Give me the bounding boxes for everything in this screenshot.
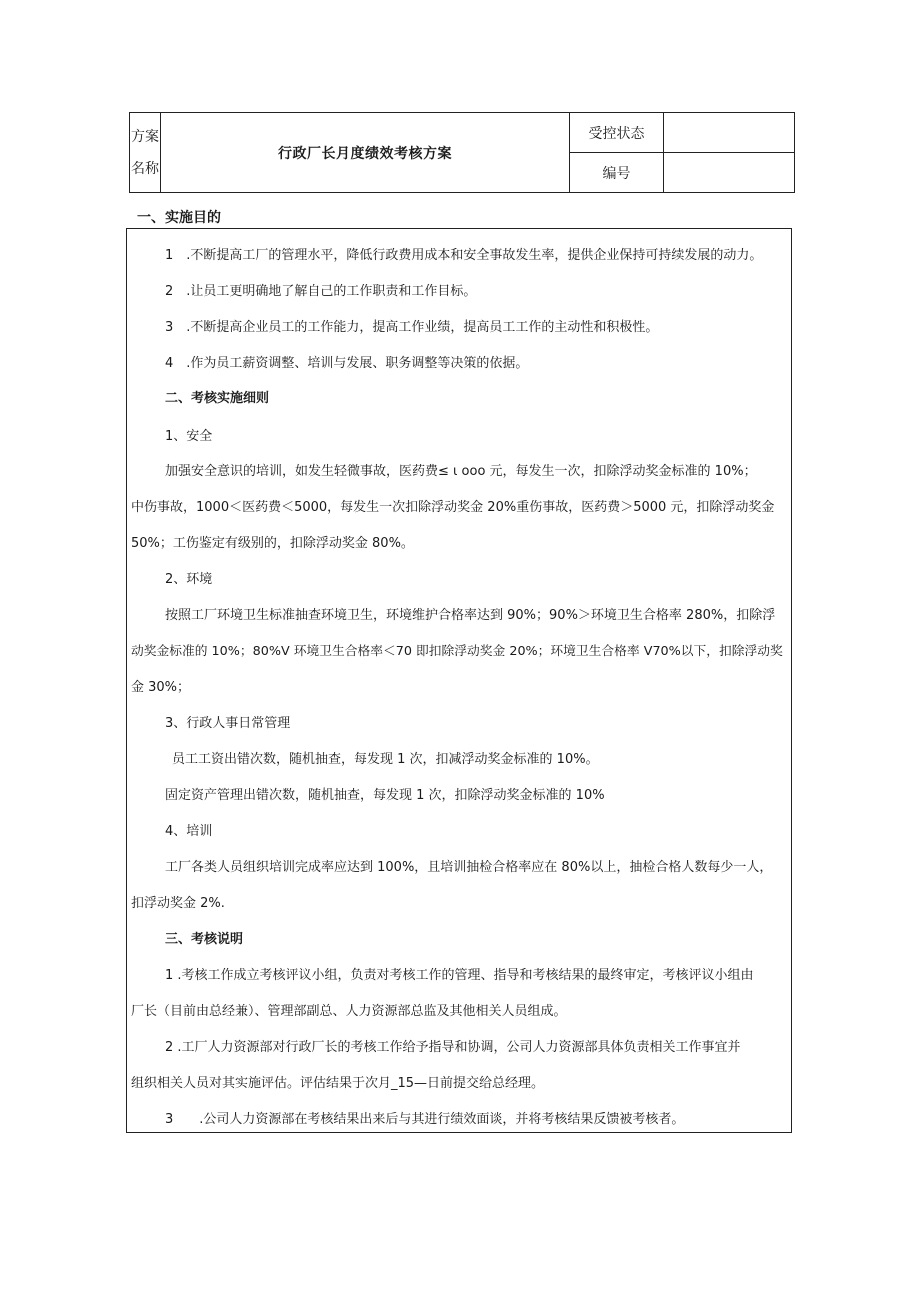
plan-name-value: 行政厂长月度绩效考核方案 [161, 113, 570, 193]
note-1-line-2: 厂长（目前由总经兼）、管理部副总、人力资源部总监及其他相关人员组成。 [131, 1004, 567, 1019]
section-1-title: 一、实施目的 [137, 210, 221, 226]
control-status-value[interactable] [664, 113, 795, 153]
plan-label-bottom: 名称 [131, 160, 159, 177]
safety-title: 1、安全 [165, 429, 213, 444]
training-title: 4、培训 [165, 824, 213, 839]
note-3: 3 .公司人力资源部在考核结果出来后与其进行绩效面谈，并将考核结果反馈被考核者。 [165, 1112, 685, 1127]
number-label: 编号 [570, 153, 664, 193]
section-2-title: 二、考核实施细则 [165, 391, 270, 406]
admin-title: 3、行政人事日常管理 [165, 716, 291, 731]
note-2-line-2: 组织相关人员对其实施评估。评估结果于次月_15—日前提交给总经理。 [131, 1076, 545, 1091]
content-box [126, 228, 792, 1133]
purpose-item-3: 3 .不断提高企业员工的工作能力，提高工作业绩，提高员工工作的主动性和积极性。 [165, 320, 659, 335]
control-status-label: 受控状态 [570, 113, 664, 153]
purpose-item-2: 2 .让员工更明确地了解自己的工作职责和工作目标。 [165, 284, 477, 299]
number-value[interactable] [664, 153, 795, 193]
admin-line-1: 员工工资出错次数，随机抽查，每发现 1 次，扣减浮动奖金标准的 10%。 [172, 752, 599, 767]
plan-label-top: 方案 [131, 128, 159, 145]
safety-line-1: 加强安全意识的培训，如发生轻微事故，医药费≤ ι ooo 元，每发生一次，扣除浮动奖金标准的 10%； [165, 464, 757, 479]
plan-name-label [130, 113, 161, 193]
training-line-2: 扣浮动奖金 2%. [131, 896, 225, 911]
environment-line-2: 动奖金标准的 10%；80%V 环境卫生合格率＜70 即扣除浮动奖金 20%；环境卫生合格率 V70%以下，扣除浮动奖 [131, 644, 783, 659]
safety-line-2: 中伤事故，1000＜医药费＜5000，每发生一次扣除浮动奖金 20%重伤事故，医药费＞5000 元，扣除浮动奖金 [131, 500, 775, 515]
purpose-item-1: 1 .不断提高工厂的管理水平，降低行政费用成本和安全事故发生率，提供企业保持可持续发展的动力。 [165, 248, 763, 263]
header-table [129, 112, 795, 193]
environment-line-3: 金 30%； [131, 680, 191, 695]
environment-title: 2、环境 [165, 572, 213, 587]
purpose-item-4: 4 .作为员工薪资调整、培训与发展、职务调整等决策的依据。 [165, 356, 529, 371]
environment-line-1: 按照工厂环境卫生标准抽查环境卫生，环境维护合格率达到 90%；90%＞环境卫生合格率 280%，扣除浮 [165, 608, 776, 623]
note-1-line-1: 1 .考核工作成立考核评议小组，负责对考核工作的管理、指导和考核结果的最终审定，考核评议小组由 [165, 968, 754, 983]
note-2-line-1: 2 .工厂人力资源部对行政厂长的考核工作给予指导和协调，公司人力资源部具体负责相关工作事宜并 [165, 1040, 741, 1055]
section-3-title: 三、考核说明 [165, 932, 244, 947]
training-line-1: 工厂各类人员组织培训完成率应达到 100%，且培训抽检合格率应在 80%以上，抽检合格人数每少一人， [165, 860, 773, 875]
admin-line-2: 固定资产管理出错次数，随机抽查，每发现 1 次，扣除浮动奖金标准的 10% [165, 788, 605, 803]
safety-line-3: 50%；工伤鉴定有级别的，扣除浮动奖金 80%。 [131, 536, 414, 551]
